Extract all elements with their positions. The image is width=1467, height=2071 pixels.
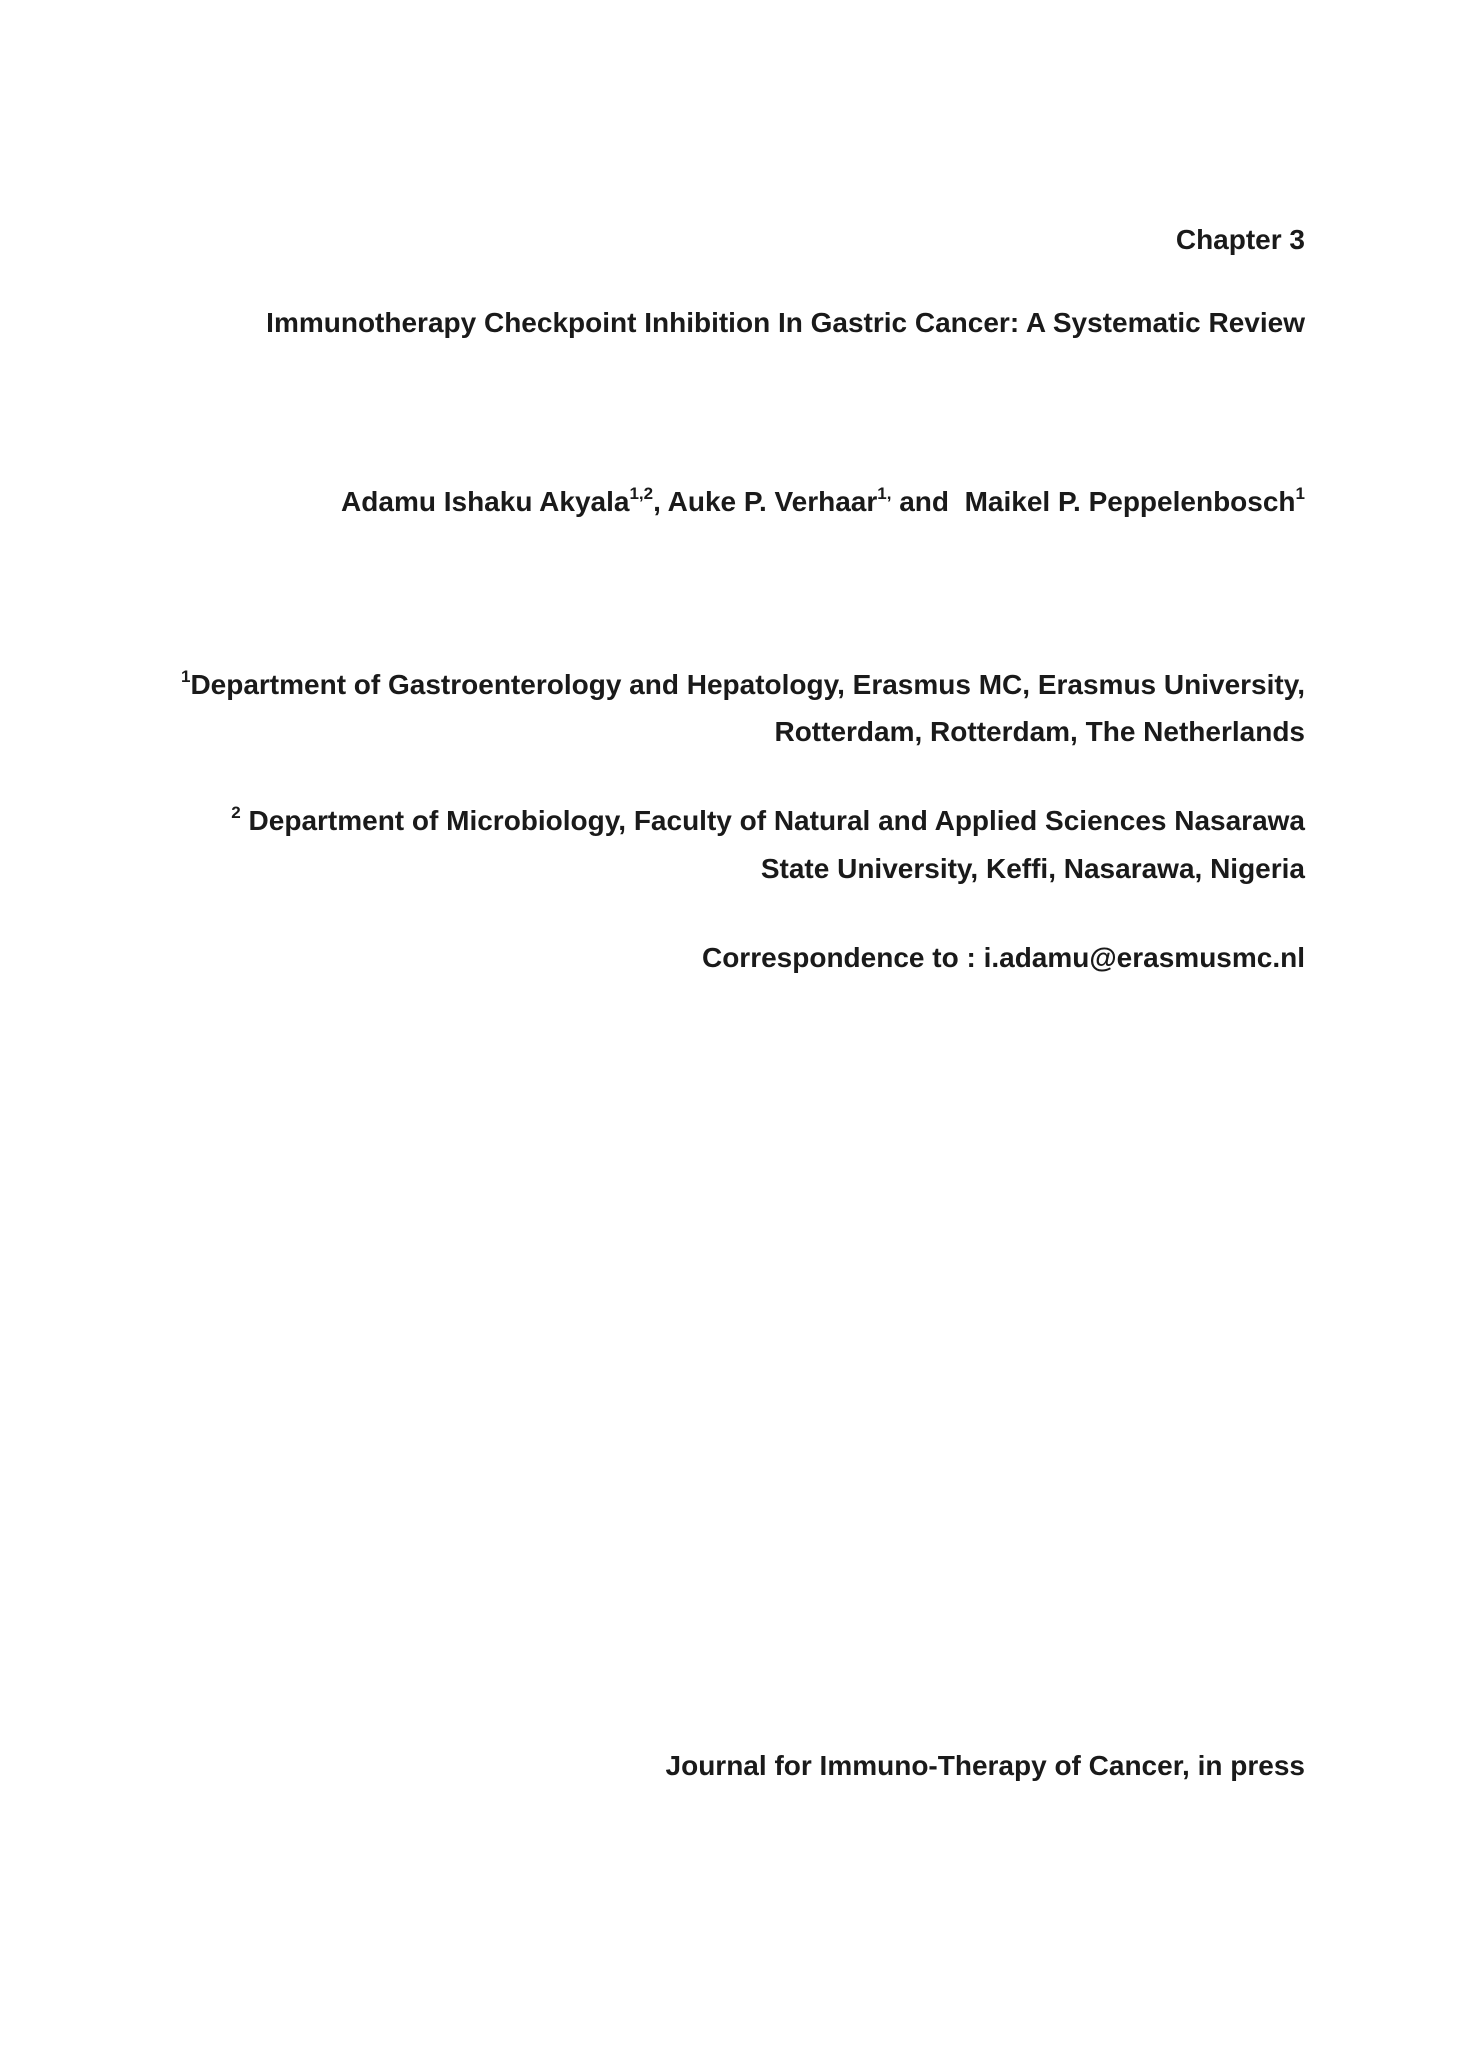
author-separator: ,: [653, 486, 668, 517]
author-affiliation-marker: 1,: [877, 483, 892, 503]
author-name: Maikel P. Peppelenbosch: [964, 486, 1296, 517]
author-affiliation-marker: 1,2: [629, 483, 654, 503]
affiliation-marker: 2: [231, 802, 241, 822]
affiliation-marker: 1: [180, 666, 191, 686]
author-name: Auke P. Verhaar: [667, 486, 878, 517]
affiliation-text: Department of Gastroenterology and Hepatology, Erasmus MC, Erasmus University,: [190, 669, 1305, 700]
author-separator: and: [891, 486, 965, 517]
affiliation-2-line-1: [231, 803, 1305, 839]
affiliation-1-line-2: Rotterdam, Rotterdam, The Netherlands: [774, 716, 1305, 747]
affiliation-2-line-2: State University, Keffi, Nasarawa, Nigeria: [760, 853, 1305, 884]
author-list: [341, 484, 1305, 520]
affiliation-1-line-1: [181, 667, 1305, 703]
journal-status: Journal for Immuno-Therapy of Cancer, in press: [665, 1750, 1305, 1781]
author-affiliation-marker: 1: [1295, 483, 1305, 503]
correspondence-line: Correspondence to : i.adamu@erasmusmc.nl: [701, 942, 1305, 973]
chapter-label: Chapter 3: [1175, 224, 1305, 255]
affiliation-text: Department of Microbiology, Faculty of Natural and Applied Sciences Nasarawa: [240, 805, 1305, 836]
author-name: Adamu Ishaku Akyala: [341, 486, 630, 517]
paper-title: Immunotherapy Checkpoint Inhibition In Gastric Cancer: A Systematic Review: [266, 307, 1305, 338]
